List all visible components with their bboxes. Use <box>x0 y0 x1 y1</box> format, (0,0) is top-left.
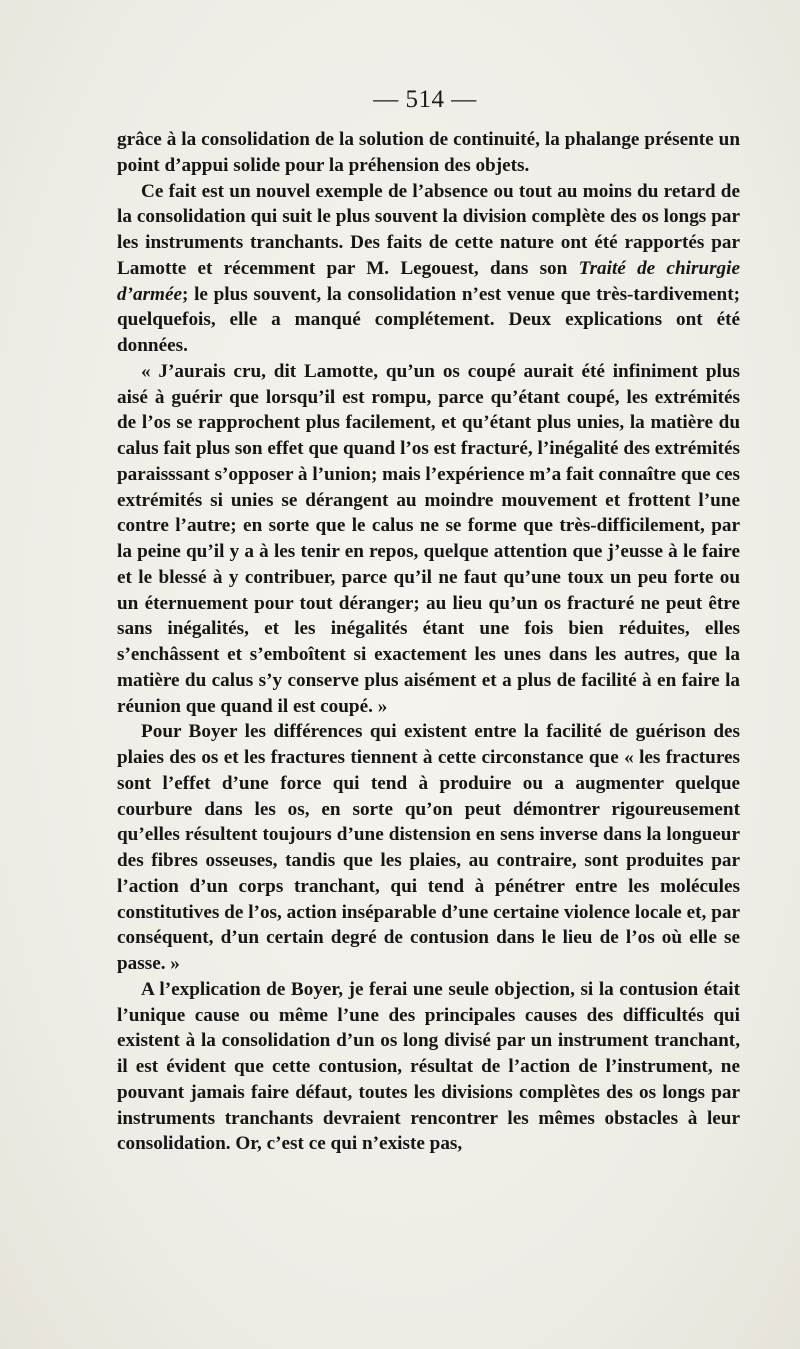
paragraph-4-boyer: Pour Boyer les différences qui existent entre la facilité de guérison des plaies des os et les fractures tiennent à cette circonstance que « les fractures sont l’effet d’une force qui tend à produire ou a augmenter quelque courbure dans les os, en sorte qu’on peut démontrer rigoureusement qu’elles résultent toujours d’une distension en sens inverse dans la longueur des fibres osseuses, tandis que les plaies, au contraire, sont produites par l’action d’un corps tranchant, qui tend à pénétrer entre les molécules constitutives de l’os, action inséparable d’une certaine violence locale et, par conséquent, d’un certain degré de contusion dans le lieu de l’os où elle se passe. » <box>117 721 740 974</box>
body-text <box>117 127 740 1157</box>
paragraph-2-text: Ce fait est un nouvel exemple de l’absence ou tout au moins du retard de la consolidation qui suit le plus souvent la division complète des os longs par les instruments tranchants. Des faits de cette nature ont été rapportés par Lamotte et récemment par M. Legouest, dans son <box>117 180 740 279</box>
paragraph-3-quote-lamotte: « J’aurais cru, dit Lamotte, qu’un os coupé aurait été infiniment plus aisé à guérir que lorsqu’il est rompu, parce qu’étant coupé, les extrémités de l’os se rapprochent plus facilement, et qu’étant plus unies, la matière du calus fait plus son effet que quand l’os est fracturé, l’inégalité des extrémités paraisssant s’opposer à l’union; mais l’expérience m’a fait connaître que ces extrémités si unies se dérangent au moindre mouvement et frottent l’une contre l’autre; en sorte que le calus ne se forme que très-difficilement, par la peine qu’il y a à les tenir en repos, quelque attention que j’eusse à le faire et le blessé à y contribuer, parce qu’il ne faut qu’une toux un peu forte ou un éternuement pour tout déranger; au lieu qu’un os fracturé ne peut être sans inégalités, et les inégalités étant une fois bien réduites, elles s’enchâssent et s’emboîtent si exactement les unes dans les autres, que la matière du calus s’y conserve plus aisément et a plus de facilité à en faire la réunion que quand il est coupé. » <box>117 360 740 717</box>
page-number: — 514 — <box>373 86 477 113</box>
paragraph-2-book-title: Traité de chirurgie d’armée <box>117 257 740 305</box>
paragraph-2-text-after: ; le plus souvent, la consolidation n’est venue que très-tardivement; quelquefois, elle a manqué complétement. Deux explications ont été données. <box>117 283 740 356</box>
paragraph-5-objection: A l’explication de Boyer, je ferai une seule objection, si la contusion était l’unique cause ou même l’une des principales causes des difficultés qui existent à la consolidation d’un os long divisé par un instrument tranchant, il est évident que cette contusion, résultat de l’action de l’instrument, ne pouvant jamais faire défaut, toutes les divisions complètes des os longs par instruments tranchants devraient rencontrer les mêmes obstacles à leur consolidation. Or, c’est ce qui n’existe pas, <box>117 978 740 1155</box>
paragraph-1: grâce à la consolidation de la solution de continuité, la phalange présente un point d’appui solide pour la préhension des objets. <box>117 129 740 176</box>
paragraph-2 <box>117 179 740 359</box>
